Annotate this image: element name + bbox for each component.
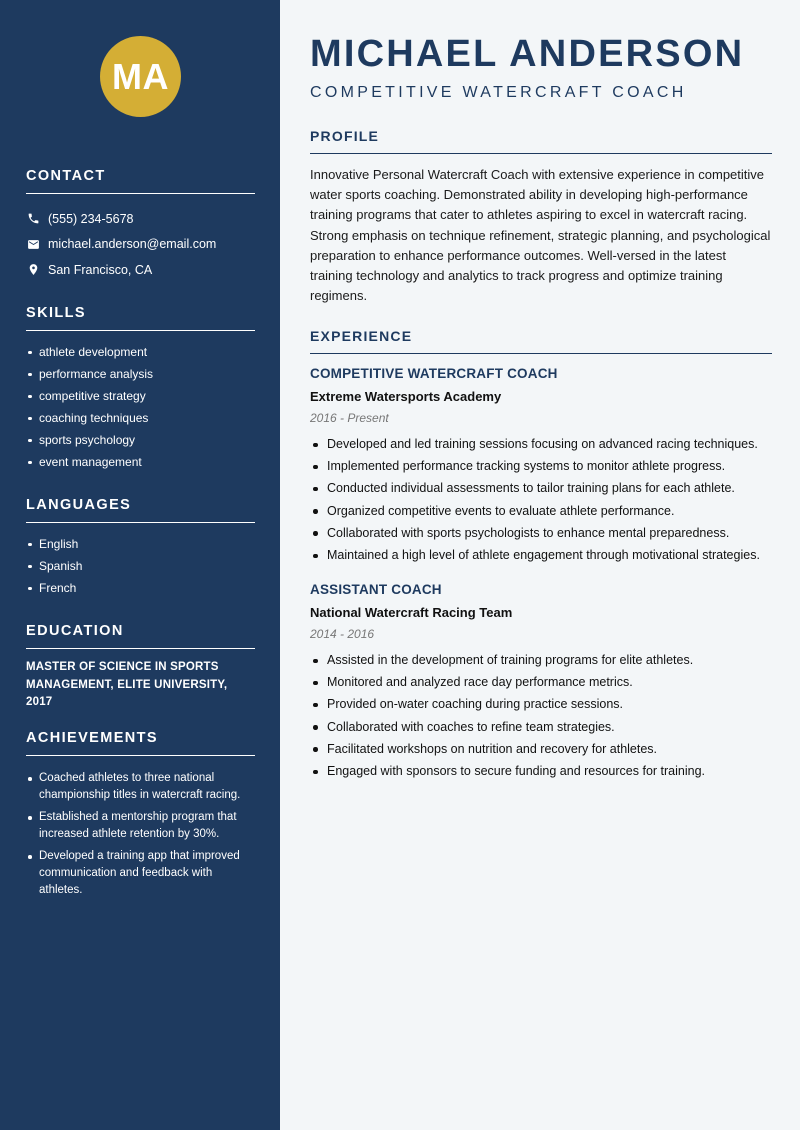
list-item: Facilitated workshops on nutrition and recovery for athletes. <box>310 738 772 760</box>
list-item: French <box>26 577 255 599</box>
list-item: event management <box>26 451 255 473</box>
languages-heading: LANGUAGES <box>26 497 255 523</box>
job-title: ASSISTANT COACH <box>310 582 442 597</box>
languages-section <box>26 497 255 599</box>
list-item: sports psychology <box>26 429 255 451</box>
list-item: Engaged with sponsors to secure funding and resources for training. <box>310 760 772 782</box>
list-item: Spanish <box>26 555 255 577</box>
achievements-list <box>26 770 255 899</box>
avatar: MA <box>100 36 181 117</box>
sidebar <box>0 0 280 1130</box>
job-company: Extreme Watersports Academy <box>310 389 502 404</box>
list-item: Assisted in the development of training programs for elite athletes. <box>310 649 772 671</box>
experience-section <box>310 328 772 354</box>
list-item: Maintained a high level of athlete engagement through motivational strategies. <box>310 544 772 566</box>
education-section <box>26 623 255 712</box>
skills-list <box>26 341 255 473</box>
achievements-heading: ACHIEVEMENTS <box>26 730 255 756</box>
list-item: Organized competitive events to evaluate athlete performance. <box>310 500 772 522</box>
profile-text: Innovative Personal Watercraft Coach with extensive experience in competitive water sports coaching. Demonstrated ability in developing high-performance training programs that cater to athletes aspiring to excel in watercraft racing. Strong emphasis on technique refinement, strategic planning, and psychological preparation to enhance performance outcomes. Well-versed in the latest training technology and analytics to track progress and optimize training regimens. <box>310 167 771 304</box>
list-item: coaching techniques <box>26 407 255 429</box>
job-bullets <box>310 433 772 566</box>
languages-list <box>26 533 255 599</box>
job-bullets <box>310 649 772 782</box>
job-entry <box>310 366 772 566</box>
list-item: Collaborated with sports psychologists to enhance mental preparedness. <box>310 522 772 544</box>
skills-heading: SKILLS <box>26 305 255 331</box>
list-item: Collaborated with coaches to refine team strategies. <box>310 716 772 738</box>
contact-list <box>26 206 255 283</box>
achievements-section <box>26 730 255 904</box>
list-item: Monitored and analyzed race day performance metrics. <box>310 671 772 693</box>
candidate-name: MICHAEL ANDERSON <box>310 33 745 75</box>
contact-location-text: San Francisco, CA <box>48 262 153 277</box>
contact-section <box>26 168 255 283</box>
education-text: MASTER OF SCIENCE IN SPORTS MANAGEMENT, ELITE UNIVERSITY, 2017 <box>26 661 228 708</box>
contact-phone-text: (555) 234-5678 <box>48 211 134 226</box>
contact-heading: CONTACT <box>26 168 255 194</box>
list-item: Conducted individual assessments to tailor training plans for each athlete. <box>310 477 772 499</box>
list-item: Developed a training app that improved communication and feedback with athletes. <box>26 848 255 899</box>
list-item: Implemented performance tracking systems to monitor athlete progress. <box>310 455 772 477</box>
candidate-title: COMPETITIVE WATERCRAFT COACH <box>310 84 687 101</box>
contact-email-text: michael.anderson@email.com <box>48 237 217 252</box>
location-icon <box>26 263 40 277</box>
phone-icon <box>26 212 40 226</box>
list-item: Established a mentorship program that increased athlete retention by 30%. <box>26 809 255 843</box>
list-item: athlete development <box>26 341 255 363</box>
list-item: competitive strategy <box>26 385 255 407</box>
skills-section <box>26 305 255 473</box>
email-icon <box>26 237 40 251</box>
experience-heading: EXPERIENCE <box>310 328 772 354</box>
contact-location <box>26 257 255 283</box>
list-item: Coached athletes to three national championship titles in watercraft racing. <box>26 770 255 804</box>
education-heading: EDUCATION <box>26 623 255 649</box>
list-item: English <box>26 533 255 555</box>
list-item: Developed and led training sessions focusing on advanced racing techniques. <box>310 433 772 455</box>
profile-section <box>310 128 772 306</box>
profile-heading: PROFILE <box>310 128 772 154</box>
job-company: National Watercraft Racing Team <box>310 605 513 620</box>
contact-email[interactable] <box>26 232 255 258</box>
list-item: Provided on-water coaching during practice sessions. <box>310 693 772 715</box>
job-entry <box>310 582 772 782</box>
job-dates: 2016 - Present <box>310 411 389 425</box>
contact-phone[interactable] <box>26 206 255 232</box>
list-item: performance analysis <box>26 363 255 385</box>
job-dates: 2014 - 2016 <box>310 627 375 641</box>
job-title: COMPETITIVE WATERCRAFT COACH <box>310 366 558 381</box>
